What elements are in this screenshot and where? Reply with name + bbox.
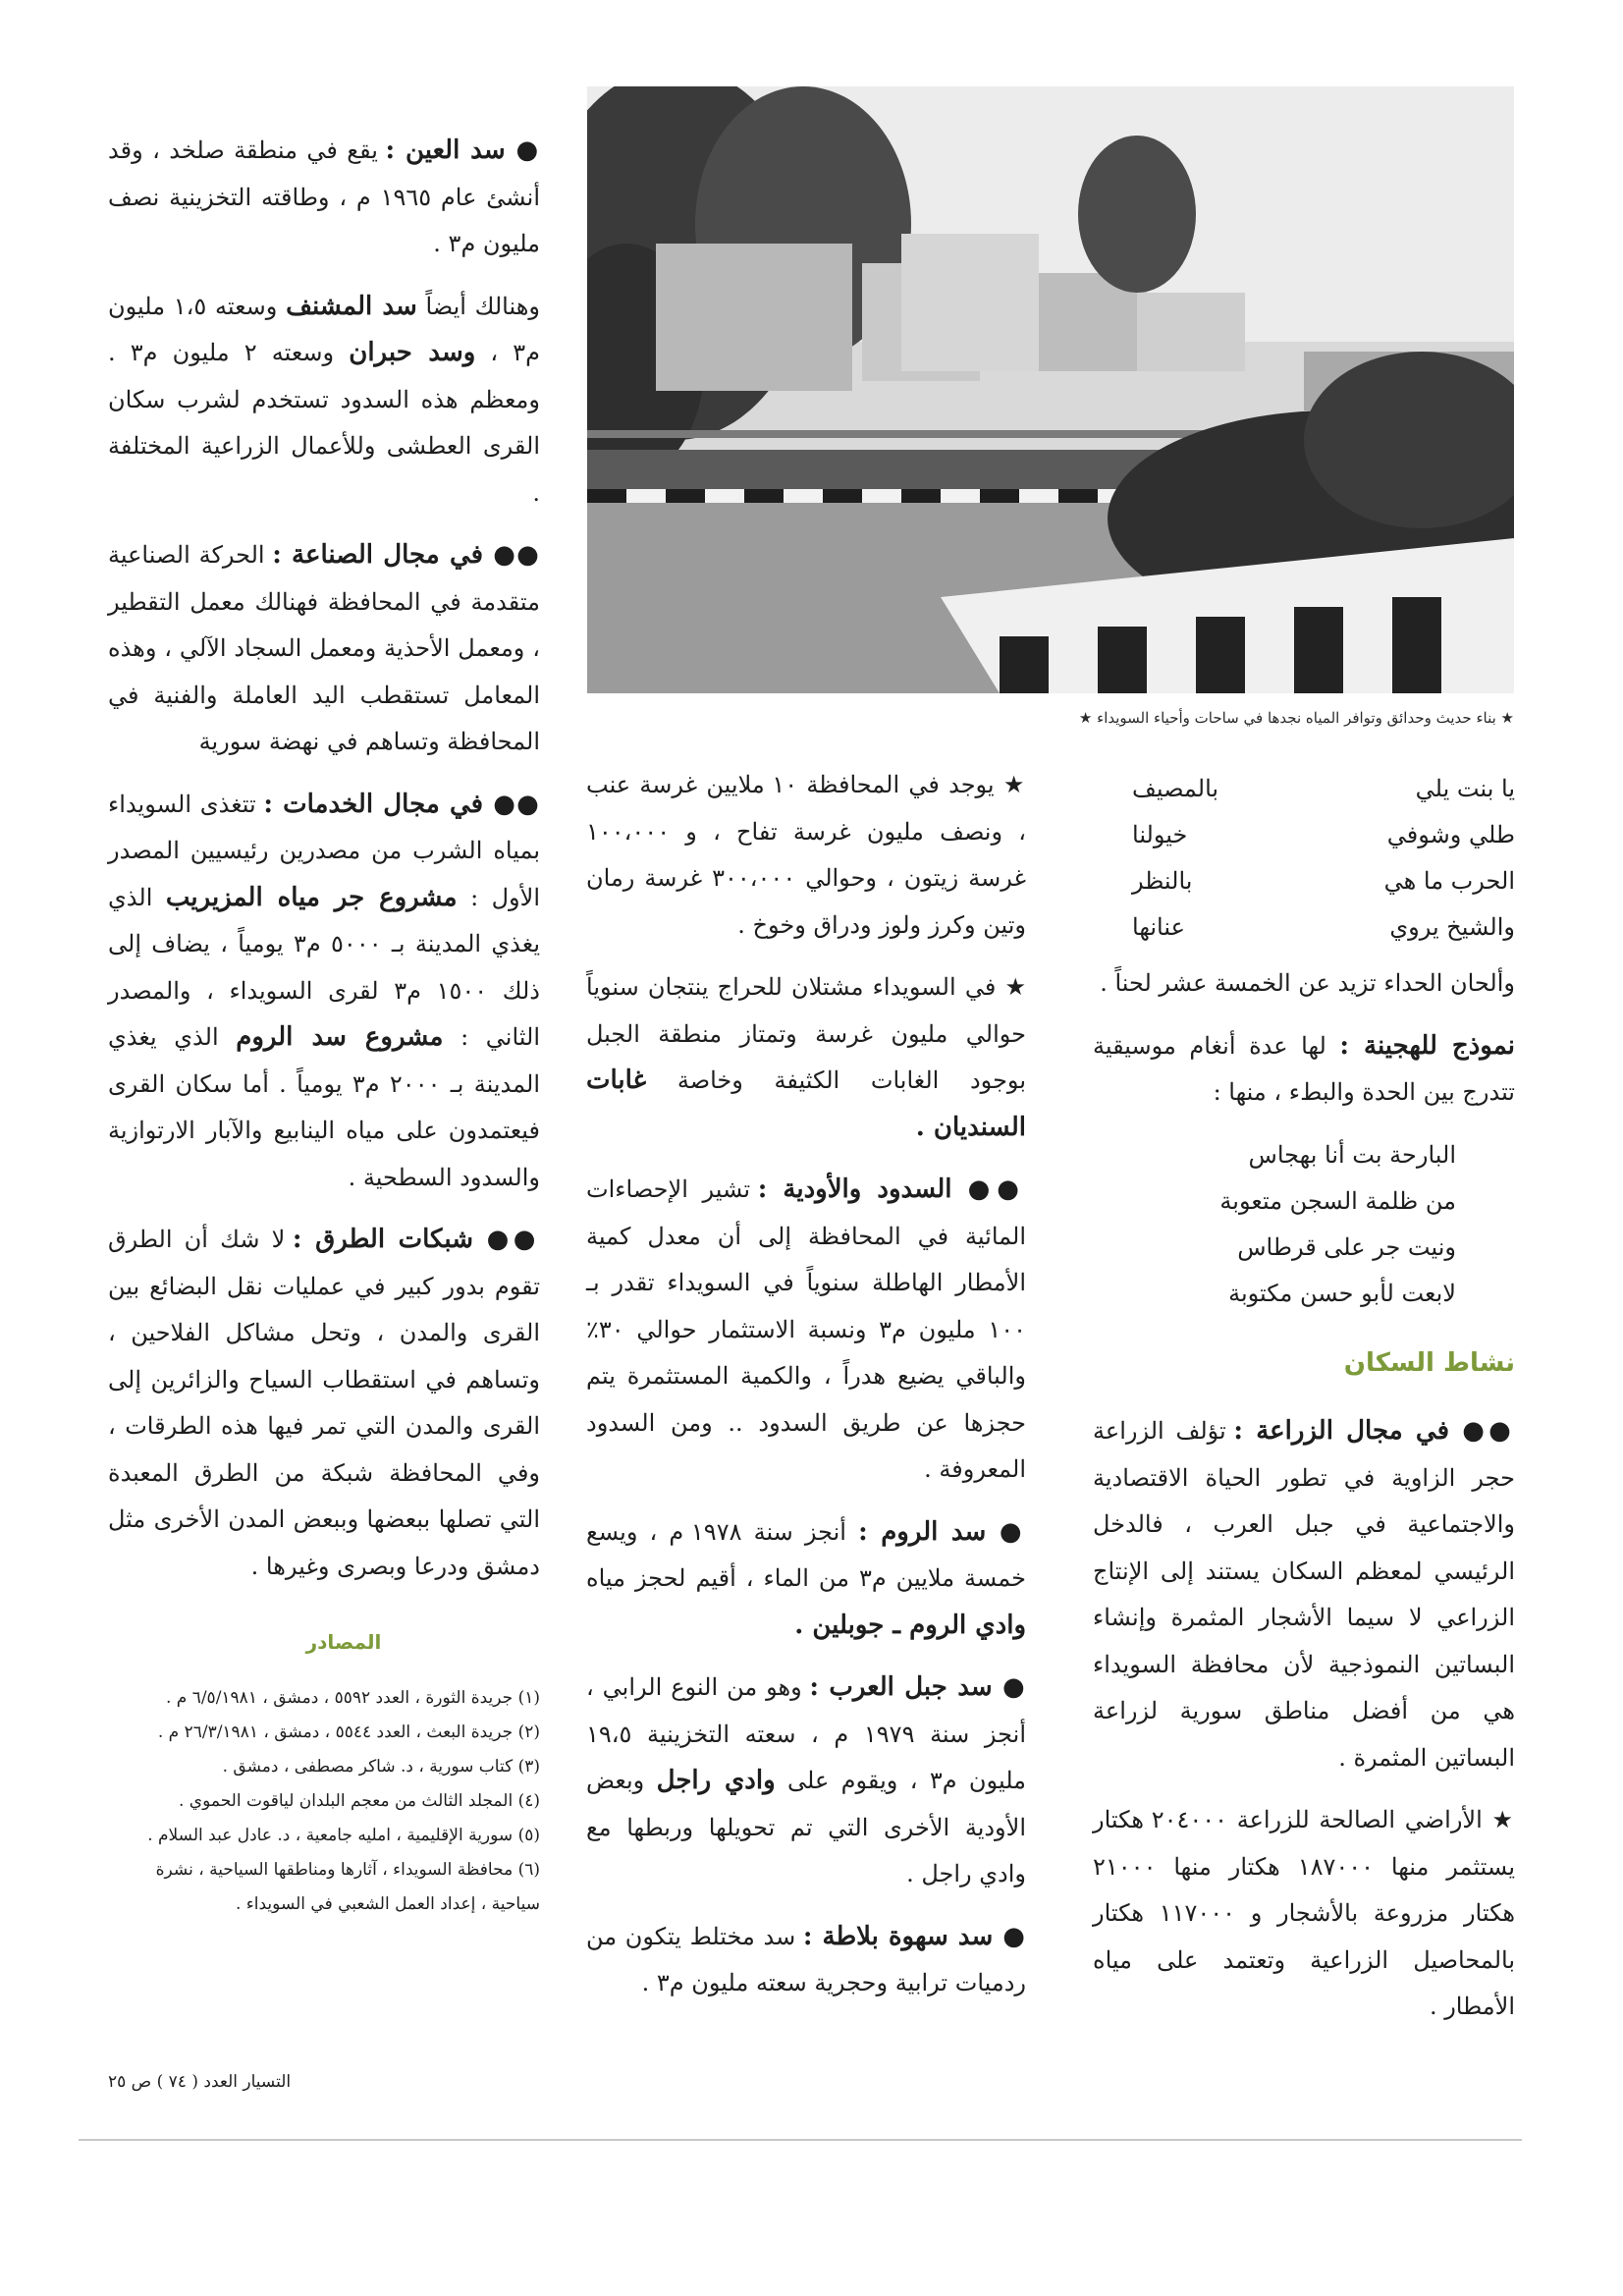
bottom-divider bbox=[79, 2139, 1522, 2141]
poem-line: لابعت لأبو حسن مكتوبة bbox=[1228, 1279, 1456, 1307]
sahwa-dam-paragraph: ● سد سهوة بلاطة : سد مختلط يتكون من ردميات ترابية وحجرية سعته مليون م٣ . bbox=[586, 1921, 1026, 1996]
ain-dam-heading: ● سد العين : bbox=[385, 136, 540, 165]
services-paragraph: ●● في مجال الخدمات : تتغذى السويداء بمياه الشرب من مصدرين رئيسيين المصدر الأول : مشروع جر مياه المزيريب الذي يغذي المدينة بـ ٥٠٠٠ م٣ يومياً ، يضاف إلى ذلك ١٥٠٠ م٣ لقرى السويداء ، والمصدر الثاني : مشروع سد الروم الذي يغذي المدينة بـ ٢٠٠٠ م٣ يومياً . أما سكان القرى فيعتمدون على مياه الينابيع والآبار الارتوازية والسدود السطحية . bbox=[108, 789, 541, 1191]
page-footer: التسيار العدد ( ٧٤ ) ص ٢٥ bbox=[108, 2072, 292, 2092]
references-title: المصادر bbox=[305, 1630, 382, 1654]
reference-item: (٣) كتاب سورية ، د. شاكر مصطفى ، دمشق . bbox=[222, 1757, 540, 1777]
roum-dam-heading: ● سد الروم : bbox=[858, 1516, 1026, 1547]
hijeena-paragraph: نموذج للهجينة : لها عدة أنغام موسيقية تتدرج بين الحدة والبطء ، منها : bbox=[1093, 1030, 1515, 1106]
jabal-dam-paragraph: ● سد جبل العرب : وهو من النوع الرابي ، أنجز سنة ١٩٧٩ م ، سعته التخزينية ١٩،٥ مليون م٣ ، ويقوم على وادي راجل وبعض الأودية الأخرى التي تم تحويلها وربطها مع وادي راجل . bbox=[586, 1672, 1026, 1887]
melodies-paragraph: وألحان الحداء تزيد عن الخمسة عشر لحناً . bbox=[1100, 969, 1515, 997]
jabal-dam-heading: ● سد جبل العرب : bbox=[809, 1672, 1026, 1702]
poem-line: من ظلمة السجن متعوبة bbox=[1219, 1186, 1456, 1215]
street-photo bbox=[587, 86, 1514, 693]
references-list bbox=[108, 1681, 540, 1922]
left-column bbox=[108, 128, 540, 1606]
roum-dam-paragraph: ● سد الروم : أنجز سنة ١٩٧٨ م ، ويسع خمسة ملايين م٣ من الماء ، أقيم لحجز مياه وادي الروم ـ جوبلين . bbox=[586, 1516, 1026, 1640]
roads-heading: ●● شبكات الطرق : bbox=[292, 1225, 540, 1254]
oak-forests: غابات السنديان . bbox=[586, 1066, 1026, 1142]
ain-dam-paragraph: ● سد العين : يقع في منطقة صلخد ، وقد أنشئ عام ١٩٦٥ م ، وطاقته التخزينية نصف مليون م٣ . bbox=[108, 136, 540, 257]
section-title: نشاط السكان bbox=[1343, 1347, 1515, 1378]
vines-paragraph: ★ يوجد في المحافظة ١٠ ملايين غرسة عنب ، ونصف مليون غرسة تفاح ، و ١٠٠،٠٠٠ غرسة زيتون ، وحوالي ٣٠٠،٠٠٠ غرسة رمان وتين وكرز ولوز ودراق وخوخ . bbox=[586, 771, 1026, 939]
middle-column bbox=[586, 762, 1026, 2023]
poem-line: ونيت جر على قرطاس bbox=[1237, 1232, 1456, 1261]
services-heading: ●● في مجال الخدمات : bbox=[263, 789, 540, 819]
poem-line: طلي وشوفي خيولنا bbox=[1132, 821, 1515, 848]
hijeena-poem bbox=[1093, 1132, 1515, 1317]
agriculture-heading: ●● في مجال الزراعة : bbox=[1233, 1416, 1515, 1446]
nurseries-paragraph: ★ في السويداء مشتلان للحراج ينتجان سنوياً حوالي مليون غرسة وتمتاز منطقة الجبل بوجود الغابات الكثيفة وخاصة غابات السنديان . bbox=[586, 973, 1026, 1142]
poem-line: والشيخ يروي عنانها bbox=[1132, 913, 1515, 941]
lands-paragraph: ★ الأراضي الصالحة للزراعة ٢٠٤٠٠٠ هكتار يستثمر منها ١٨٧٠٠٠ هكتار منها ٢١٠٠٠ هكتار مزروعة بالأشجار و ١١٧٠٠٠ هكتار بالمحاصيل الزراعية وتعتمد على مياه الأمطار . bbox=[1093, 1806, 1515, 2020]
hida-poem bbox=[1093, 766, 1515, 951]
roads-paragraph: ●● شبكات الطرق : لا شك أن الطرق تقوم بدور كبير في عمليات نقل البضائع بين القرى والمدن ، وتحل مشاكل الفلاحين ، وتساهم في استقطاب السياح والزائرين إلى القرى والمدن التي تمر فيها هذه الطرقات ، وفي المحافظة شبكة من الطرق المعبدة التي تصلها ببعضها وببعض المدن الأخرى مثل دمشق ودرعا وبصرى وغيرها . bbox=[108, 1225, 541, 1580]
hijeena-heading: نموذج للهجينة : bbox=[1339, 1030, 1515, 1061]
photo-illustration bbox=[587, 86, 1514, 693]
poem-line: البارحة بت أنا بهجاس bbox=[1248, 1140, 1456, 1169]
industry-heading: ●● في مجال الصناعة : bbox=[272, 540, 541, 570]
dams-paragraph: ●● السدود والأودية : تشير الإحصاءات المائية في المحافظة إلى أن معدل كمية الأمطار الهاطلة سنوياً في السويداء تقدر بـ ١٠٠ مليون م٣ ونسبة الاستثمار حوالي ٣٠٪ والباقي يضيع هدراً ، والكمية المستثمرة يتم حجزها عن طريق السدود .. ومن السدود المعروفة . bbox=[586, 1175, 1026, 1483]
right-column bbox=[1093, 766, 1515, 2047]
reference-item: (٢) جريدة البعث ، العدد ٥٥٤٤ ، دمشق ، ٢٦/٣/١٩٨١ م . bbox=[157, 1722, 540, 1742]
dams-heading: ●● السدود والأودية : bbox=[757, 1175, 1026, 1204]
photo-caption: ★ بناء حديث وحدائق وتوافر المياه نجدها في ساحات وأحياء السويداء ★ bbox=[1078, 709, 1514, 727]
other-dams-paragraph: وهنالك أيضاً سد المشنف وسعته ١،٥ مليون م٣ ، وسد حبران وسعته ٢ مليون م٣ . ومعظم هذه السدود تستخدم لشرب سكان القرى العطشى وللأعمال الزراعية المختلفة . bbox=[108, 291, 540, 507]
reference-item: (١) جريدة الثورة ، العدد ٥٥٩٢ ، دمشق ، ٦/٥/١٩٨١ م . bbox=[165, 1688, 540, 1708]
poem-line: يا بنت يلي بالمصيف bbox=[1132, 775, 1515, 802]
reference-item: (٦) محافظة السويداء ، آثارها ومناطقها السياحية ، نشرة سياحية ، إعداد العمل الشعبي في السويداء . bbox=[155, 1860, 540, 1914]
poem-line: الحرب ما هي بالنظر bbox=[1132, 867, 1515, 895]
agriculture-paragraph: ●● في مجال الزراعة : تؤلف الزراعة حجر الزاوية في تطور الحياة الاقتصادية والاجتماعية في جبل العرب ، فالدخل الرئيسي لمعظم السكان يستند إلى الإنتاج الزراعي لا سيما الأشجار المثمرة وإنشاء البساتين النموذجية لأن محافظة السويداء هي من أفضل مناطق سورية لزراعة البساتين المثمرة . bbox=[1093, 1416, 1515, 1772]
reference-item: (٥) سورية الإقليمية ، امليه جامعية ، د. عادل عبد السلام . bbox=[147, 1826, 540, 1845]
sahwa-dam-heading: ● سد سهوة بلاطة : bbox=[802, 1921, 1026, 1951]
industry-paragraph: ●● في مجال الصناعة : الحركة الصناعية متقدمة في المحافظة فهنالك معمل التقطير ، ومعمل الأحذية ومعمل السجاد الآلي ، وهذه المعامل تستقطب اليد العاملة والفنية في المحافظة وتساهم في نهضة سورية bbox=[108, 540, 541, 755]
reference-item: (٤) المجلد الثالث من معجم البلدان لياقوت الحموي . bbox=[178, 1791, 540, 1811]
